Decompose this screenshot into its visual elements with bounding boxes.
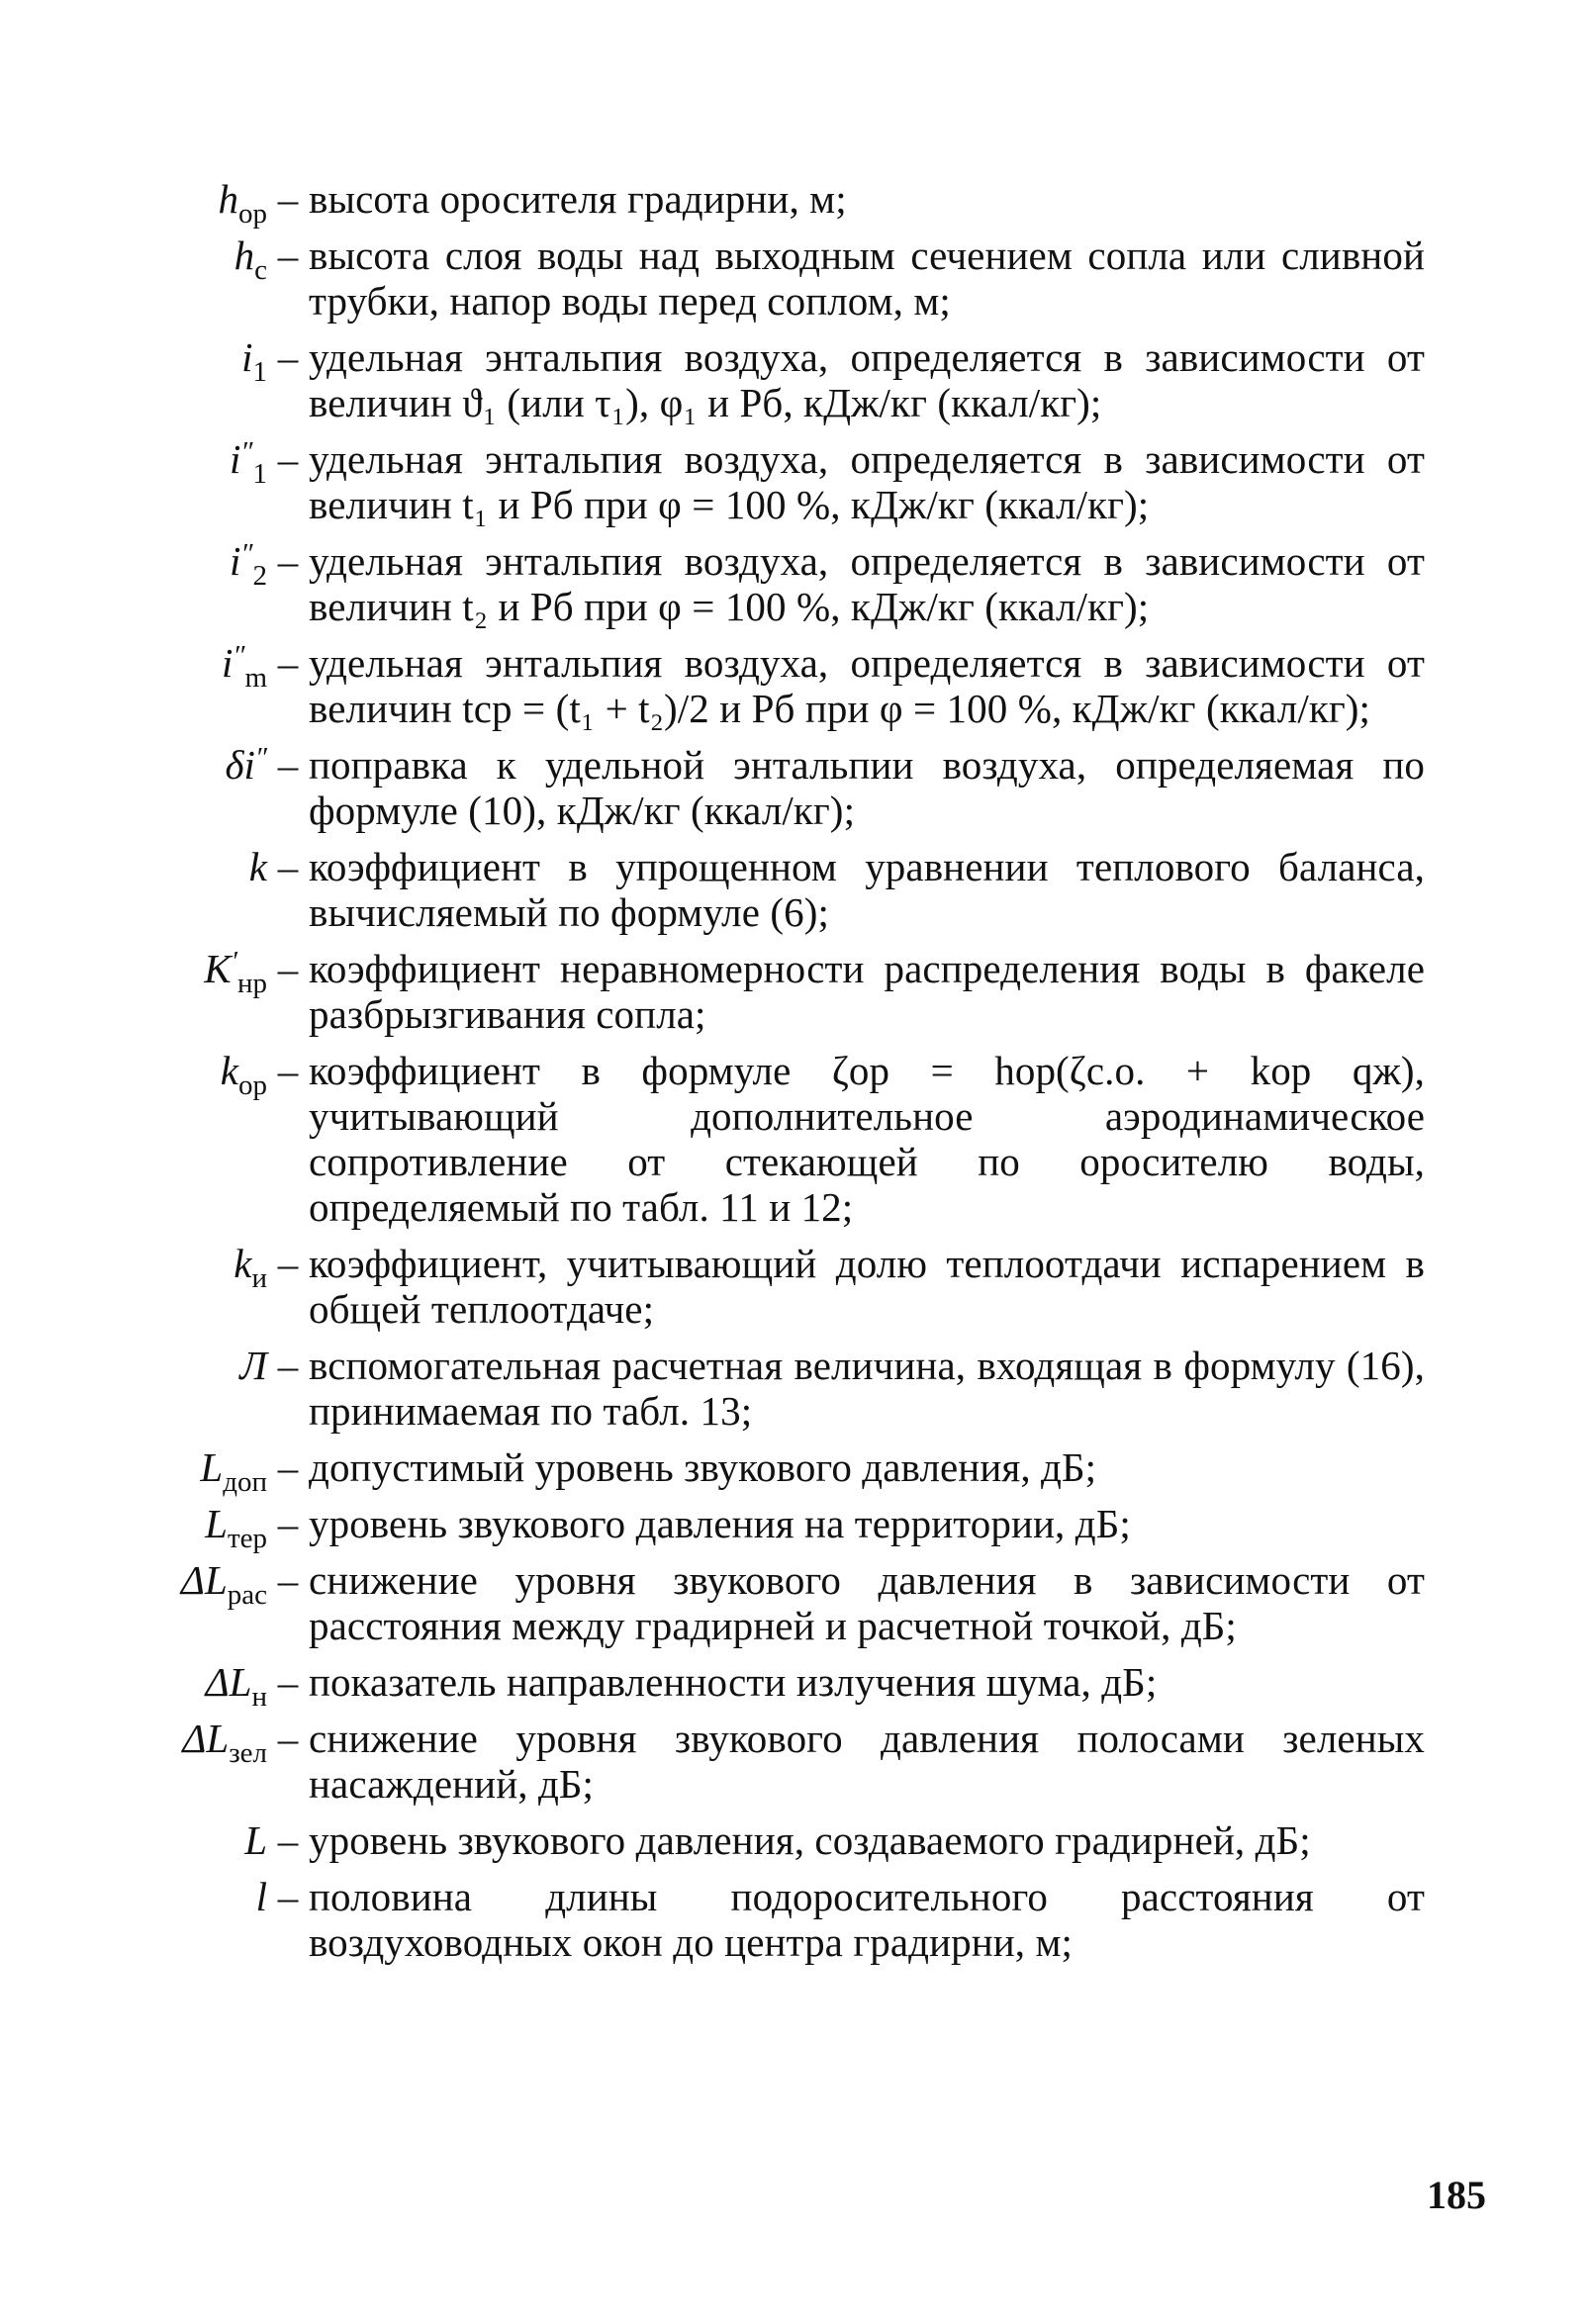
legend-entry — [119, 1874, 1425, 1965]
dash: – — [277, 334, 299, 380]
dash: – — [277, 1343, 299, 1388]
dash: – — [277, 176, 299, 222]
definition-text: удельная энтальпия воздуха, определяется в зависимости от величин t₂ и Pб при φ = 100 %, кДж/кг (ккал/кг); — [309, 538, 1425, 629]
dash: – — [277, 946, 299, 991]
legend-entry — [119, 1241, 1425, 1332]
symbol: $h_{ор}$ — [218, 176, 267, 230]
dash: – — [277, 1048, 299, 1093]
legend-entry — [119, 1817, 1425, 1863]
definition-text: поправка к удельной энтальпии воздуха, определяемая по формуле (10), кДж/кг (ккал/кг); — [309, 742, 1425, 833]
definition-text: уровень звукового давления, создаваемого градирней, дБ; — [309, 1817, 1311, 1863]
symbol: l — [255, 1874, 267, 1919]
symbol: $k_и$ — [234, 1241, 267, 1294]
dash: – — [277, 1444, 299, 1490]
symbol: $L_{тер}$ — [205, 1501, 267, 1554]
symbol: $i''_1$ — [230, 436, 267, 490]
dash: – — [277, 640, 299, 686]
dash: – — [277, 538, 299, 584]
symbol: k — [248, 844, 267, 889]
legend-entry — [119, 1048, 1425, 1230]
definition-text: снижение уровня звукового давления в зависимости от расстояния между градирней и расчетной точкой, дБ; — [309, 1557, 1425, 1648]
legend-entry — [119, 640, 1425, 731]
dash: – — [277, 1659, 299, 1705]
symbol: $\Delta L_н$ — [205, 1659, 267, 1713]
definition-text: коэффициент в формуле ζор = hор(ζс.о. + kор qж), учитывающий дополнительное аэродинамическое сопротивление от стекающей по оросителю воды, определяемый по табл. 11 и 12; — [309, 1048, 1425, 1230]
page-number: 185 — [1427, 2173, 1486, 2217]
definition-text: высота оросителя градирни, м; — [309, 176, 847, 222]
definition-text: удельная энтальпия воздуха, определяется в зависимости от величин tср = (t₁ + t₂)/2 и Pб при φ = 100 %, кДж/кг (ккал/кг); — [309, 640, 1425, 731]
legend-entry — [119, 1716, 1425, 1807]
definition-text: половина длины подоросительного расстояния от воздуховодных окон до центра градирни, м; — [309, 1874, 1425, 1965]
definition-text: показатель направленности излучения шума, дБ; — [309, 1659, 1158, 1705]
definition-text: коэффициент, учитывающий долю теплоотдачи испарением в общей теплоотдаче; — [309, 1241, 1425, 1332]
legend-entry — [119, 1557, 1425, 1648]
dash: – — [277, 1241, 299, 1286]
definition-text: удельная энтальпия воздуха, определяется в зависимости от величин ϑ₁ (или τ₁), φ₁ и Pб, кДж/кг (ккал/кг); — [309, 334, 1425, 425]
symbol: $i''_m$ — [221, 640, 267, 694]
legend-entry — [119, 334, 1425, 425]
dash: – — [277, 1716, 299, 1761]
definition-text: удельная энтальпия воздуха, определяется в зависимости от величин t₁ и Pб при φ = 100 %, кДж/кг (ккал/кг); — [309, 436, 1425, 527]
legend-entry — [119, 538, 1425, 629]
legend-entry — [119, 1343, 1425, 1434]
legend-entry — [119, 1501, 1425, 1554]
definition-text: коэффициент в упрощенном уравнении теплового баланса, вычисляемый по формуле (6); — [309, 844, 1425, 935]
symbol: Л — [239, 1343, 267, 1388]
symbol: $L_{доп}$ — [200, 1444, 267, 1498]
symbol: δi″ — [225, 742, 267, 788]
legend-entry — [119, 844, 1425, 935]
symbol: $\Delta L_{зел}$ — [182, 1716, 267, 1769]
dash: – — [277, 1874, 299, 1919]
legend-entry — [119, 742, 1425, 833]
dash: – — [277, 742, 299, 788]
legend-entry — [119, 436, 1425, 527]
dash: – — [277, 1501, 299, 1546]
definition-text: уровень звукового давления на территории, дБ; — [309, 1501, 1131, 1546]
symbol: L — [244, 1817, 267, 1863]
legend-entry — [119, 946, 1425, 1037]
symbol: $\Delta L_{рас}$ — [180, 1557, 267, 1611]
dash: – — [277, 844, 299, 889]
definition-text: высота слоя воды над выходным сечением сопла или сливной трубки, напор воды перед соплом, м; — [309, 232, 1425, 324]
legend-entry — [119, 1444, 1425, 1498]
dash: – — [277, 1817, 299, 1863]
definition-text: снижение уровня звукового давления полосами зеленых насаждений, дБ; — [309, 1716, 1425, 1807]
symbol: $K'_{нр}$ — [204, 946, 267, 999]
definition-text: коэффициент неравномерности распределения воды в факеле разбрызгивания сопла; — [309, 946, 1425, 1037]
symbol: $k_{ор}$ — [220, 1048, 267, 1101]
legend-entry — [119, 232, 1425, 324]
symbol: $i''_2$ — [230, 538, 267, 592]
legend-entry — [119, 176, 1425, 230]
dash: – — [277, 436, 299, 482]
symbol-legend — [119, 176, 1425, 1976]
definition-text: допустимый уровень звукового давления, дБ; — [309, 1444, 1097, 1490]
dash: – — [277, 1557, 299, 1603]
definition-text: вспомогательная расчетная величина, входящая в формулу (16), принимаемая по табл. 13; — [309, 1343, 1425, 1434]
symbol: $i_1$ — [241, 334, 267, 388]
dash: – — [277, 232, 299, 278]
legend-entry — [119, 1659, 1425, 1713]
symbol: $h_с$ — [234, 232, 267, 286]
